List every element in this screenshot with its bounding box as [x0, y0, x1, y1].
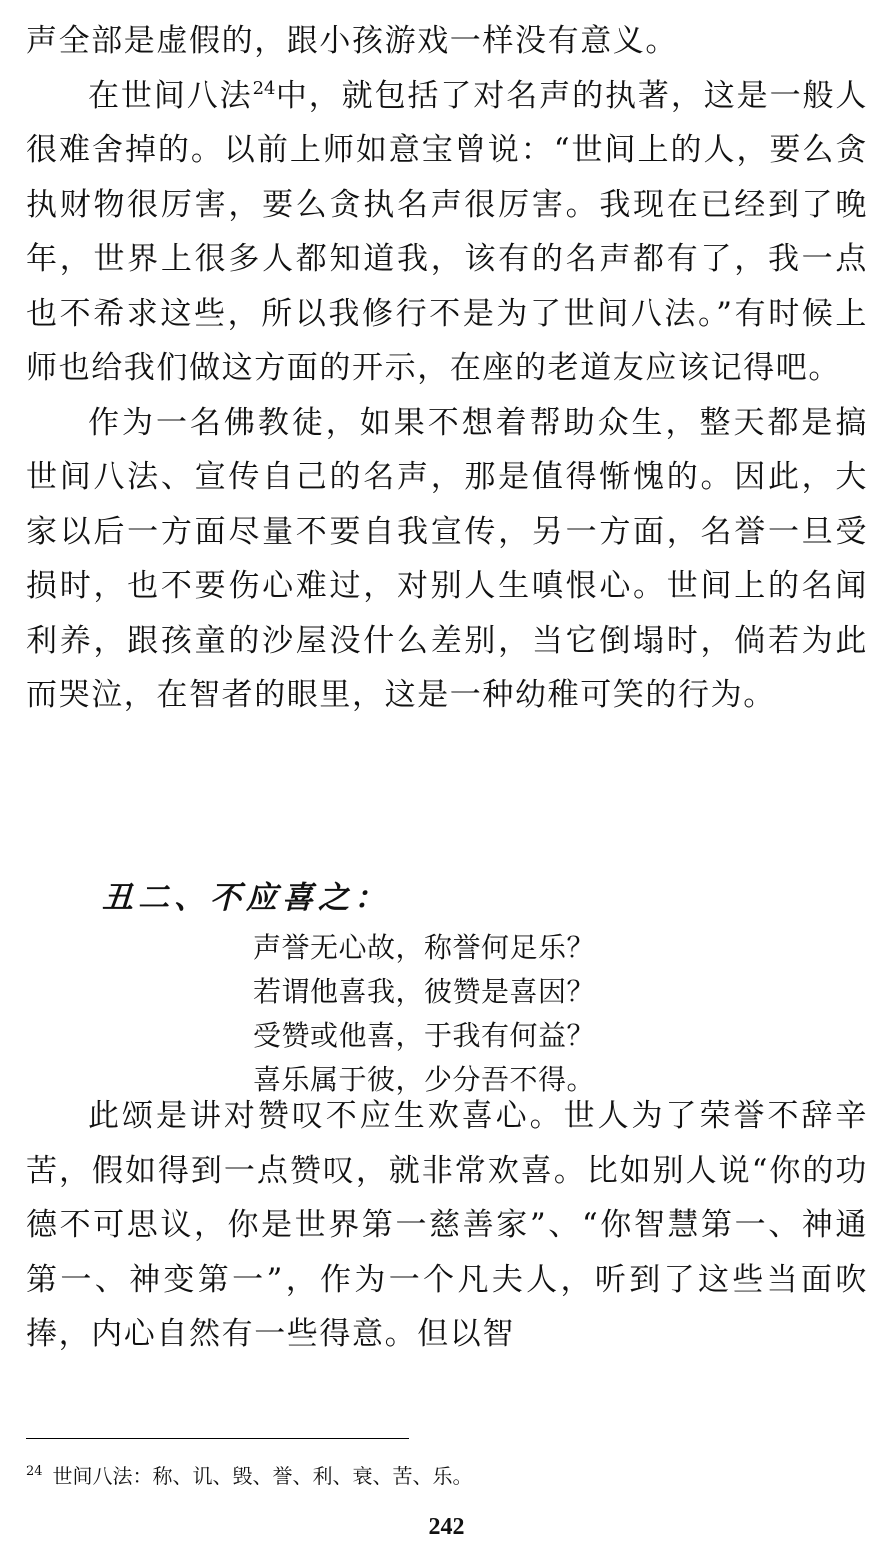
paragraph-commentary: 此颂是讲对赞叹不应生欢喜心。世人为了荣誉不辞辛苦，假如得到一点赞叹，就非常欢喜。比如别人说“你的功德不可思议，你是世界第一慈善家”、“你智慧第一、神通第一、神变第一”，作为一个凡夫人，听到了这些当面吹捧，内心自然有一些得意。但以智	[26, 1098, 868, 1352]
footnote	[26, 1458, 473, 1490]
bottom-body-text	[26, 1089, 868, 1362]
footnote-number: 24	[26, 1464, 43, 1479]
paragraph-worldly-dharmas	[26, 69, 868, 396]
verse-line: 若谓他喜我，彼赞是喜因？	[253, 975, 596, 1008]
paragraph-buddhist-practitioner: 作为一名佛教徒，如果不想着帮助众生，整天都是搞世间八法、宣传自己的名声，那是值得惭愧的。因此，大家以后一方面尽量不要自我宣传，另一方面，名誉一旦受损时，也不要伤心难过，对别人生嗔恨心。世间上的名闻利养，跟孩童的沙屋没什么差别，当它倒塌时，倘若为此而哭泣，在智者的眼里，这是一种幼稚可笑的行为。	[26, 404, 868, 713]
top-body-text	[26, 14, 868, 723]
paragraph-text: 中，就包括了对名声的执著，这是一般人很难舍掉的。以前上师如意宝曾说：“世间上的人，要么贪执财物很厉害，要么贪执名声很厉害。我现在已经到了晚年，世界上很多人都知道我，该有的名声都有了，我一点也不希求这些，所以我修行不是为了世间八法。”有时候上师也给我们做这方面的开示，在座的老道友应该记得吧。	[26, 77, 868, 386]
page-number: 242	[428, 1514, 465, 1540]
verse-block	[253, 926, 595, 1102]
paragraph-text: 在世间八法	[88, 77, 253, 114]
footnote-text: 世间八法：称、讥、毁、誉、利、衰、苦、乐。	[52, 1464, 473, 1488]
paragraph-continuation: 声全部是虚假的，跟小孩游戏一样没有意义。	[26, 23, 678, 59]
verse-line: 喜乐属于彼，少分吾不得。	[253, 1063, 596, 1096]
section-heading: 丑二、不应喜之：	[102, 880, 390, 916]
verse-line: 声誉无心故，称誉何足乐？	[253, 931, 596, 964]
footnote-reference[interactable]: 24	[252, 77, 276, 99]
verse-line: 受赞或他喜，于我有何益？	[253, 1019, 596, 1052]
footnote-divider	[26, 1438, 409, 1439]
